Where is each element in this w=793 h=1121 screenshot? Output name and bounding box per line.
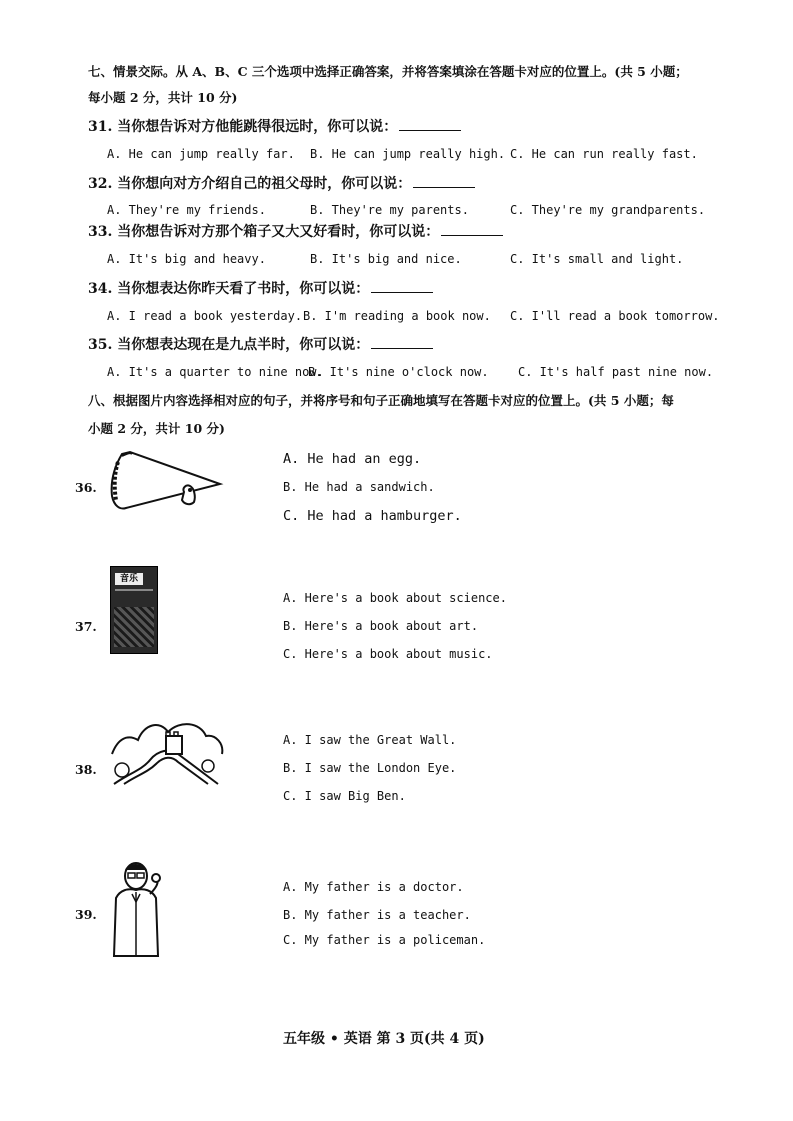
- question-38-number: 38.: [75, 762, 97, 777]
- q32-option-b: B. They're my parents.: [310, 203, 469, 217]
- section8-heading-line2: 小题 2 分，共计 10 分): [88, 421, 225, 436]
- q35-option-c: C. It's half past nine now.: [518, 365, 714, 379]
- q35-option-b: B. It's nine o'clock now.: [308, 365, 489, 379]
- q38-option-a: A. I saw the Great Wall.: [283, 733, 457, 747]
- answer-blank[interactable]: [441, 223, 503, 236]
- question-35-stem: 35. 当你想表达现在是九点半时，你可以说：: [88, 334, 433, 354]
- q36-option-c: C. He had a hamburger.: [283, 508, 462, 524]
- q33-option-c: C. It's small and light.: [510, 252, 684, 266]
- music-book-picture: [110, 566, 158, 654]
- q35-option-a: A. It's a quarter to nine now.: [107, 365, 324, 379]
- q39-option-c: C. My father is a policeman.: [283, 933, 486, 947]
- q37-option-c: C. Here's a book about music.: [283, 647, 493, 661]
- q38-option-b: B. I saw the London Eye.: [283, 761, 457, 775]
- question-36-number: 36.: [75, 480, 97, 495]
- book-title: 音乐: [115, 573, 143, 585]
- answer-blank[interactable]: [413, 175, 475, 188]
- sandwich-picture: [104, 448, 224, 514]
- q34-option-c: C. I'll read a book tomorrow.: [510, 309, 720, 323]
- question-34-stem: 34. 当你想表达你昨天看了书时，你可以说：: [88, 278, 433, 298]
- q36-option-b: B. He had a sandwich.: [283, 480, 435, 494]
- question-33-stem: 33. 当你想告诉对方那个箱子又大又好看时，你可以说：: [88, 221, 503, 241]
- answer-blank[interactable]: [371, 280, 433, 293]
- question-39-number: 39.: [75, 907, 97, 922]
- q31-option-a: A. He can jump really far.: [107, 147, 295, 161]
- answer-blank[interactable]: [399, 118, 461, 131]
- page-footer: 五年级 • 英语 第 3 页(共 4 页): [283, 1031, 485, 1047]
- q34-option-b: B. I'm reading a book now.: [303, 309, 491, 323]
- section7-heading-line1: 七、情景交际。从 A、B、C 三个选项中选择正确答案，并将答案填涂在答题卡对应的位置上。(共 5 小题；: [88, 64, 688, 79]
- section7-heading-line2: 每小题 2 分，共计 10 分): [88, 90, 238, 105]
- q31-option-b: B. He can jump really high.: [310, 147, 506, 161]
- question-32-stem: 32. 当你想向对方介绍自己的祖父母时，你可以说：: [88, 173, 475, 193]
- q32-option-a: A. They're my friends.: [107, 203, 266, 217]
- q31-option-c: C. He can run really fast.: [510, 147, 698, 161]
- q34-option-a: A. I read a book yesterday.: [107, 309, 303, 323]
- q36-option-a: A. He had an egg.: [283, 451, 422, 467]
- q39-option-a: A. My father is a doctor.: [283, 880, 464, 894]
- great-wall-picture: [108, 714, 226, 786]
- q33-option-a: A. It's big and heavy.: [107, 252, 266, 266]
- q37-option-b: B. Here's a book about art.: [283, 619, 479, 633]
- q32-option-c: C. They're my grandparents.: [510, 203, 706, 217]
- question-37-number: 37.: [75, 619, 97, 634]
- q38-option-c: C. I saw Big Ben.: [283, 789, 406, 803]
- question-31-stem: 31. 当你想告诉对方他能跳得很远时，你可以说：: [88, 116, 461, 136]
- q37-option-a: A. Here's a book about science.: [283, 591, 507, 605]
- section8-heading-line1: 八、根据图片内容选择相对应的句子，并将序号和句子正确地填写在答题卡对应的位置上。(共 5 小题；每: [88, 393, 674, 408]
- answer-blank[interactable]: [371, 336, 433, 349]
- q33-option-b: B. It's big and nice.: [310, 252, 462, 266]
- doctor-picture: [106, 858, 166, 962]
- q39-option-b: B. My father is a teacher.: [283, 908, 471, 922]
